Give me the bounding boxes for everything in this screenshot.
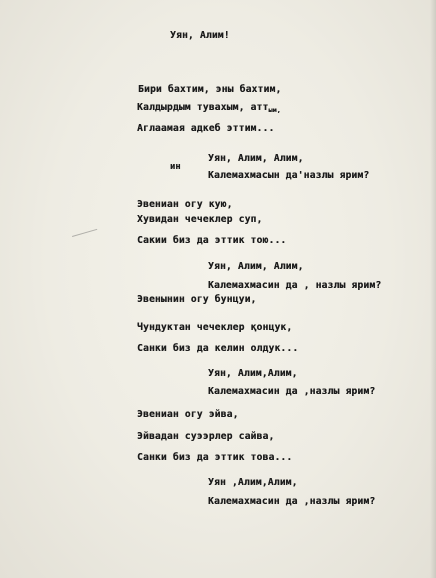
poem-line: Аглаамая адкеб эттим... xyxy=(137,123,275,134)
refrain-line: Уян ,Алим,Алим, xyxy=(208,477,298,488)
page-edge-shadow xyxy=(430,0,436,578)
poem-line: Хувидан чечеклер суп, xyxy=(137,214,263,225)
poem-line: Санки биз да келин олдук... xyxy=(137,343,299,354)
refrain-line: Калемахмасин да ,назлы ярим? xyxy=(208,496,376,507)
refrain-line: Калемахмасин да , назлы ярим? xyxy=(208,280,382,291)
poem-line xyxy=(137,103,281,114)
poem-title: Уян, Алим! xyxy=(170,30,230,41)
poem-line-superscript: ым, xyxy=(268,106,281,114)
poem-line: Санки биз да эттик това... xyxy=(137,452,293,463)
poem-line: Бири бахтим, эны бахтим, xyxy=(138,84,282,95)
margin-note: ин xyxy=(170,162,181,172)
poem-line: Эвениан огу кую, xyxy=(137,199,233,210)
poem-line: Эвениан огу эйва, xyxy=(137,409,239,420)
refrain-line: Уян, Алим, Алим, xyxy=(208,153,304,164)
poem-line: Эвенынин огу бунцуи, xyxy=(137,294,257,305)
poem-line-main: Калдырдым тувахым, атт xyxy=(137,102,269,113)
pencil-mark xyxy=(72,229,99,245)
refrain-line: Калемахмасын да'назлы ярим? xyxy=(208,170,370,181)
refrain-line: Калемахмасин да ,назлы ярим? xyxy=(208,386,376,397)
poem-line: Сакии биз да эттик тою... xyxy=(137,235,287,246)
refrain-line: Уян, Алим,Алим, xyxy=(208,368,298,379)
poem-line: Чундуктан чечеклер қонцук, xyxy=(137,322,293,333)
poem-line: Эйвадан суээрлер сайва, xyxy=(137,431,275,442)
refrain-line: Уян, Алим, Алим, xyxy=(208,261,304,272)
